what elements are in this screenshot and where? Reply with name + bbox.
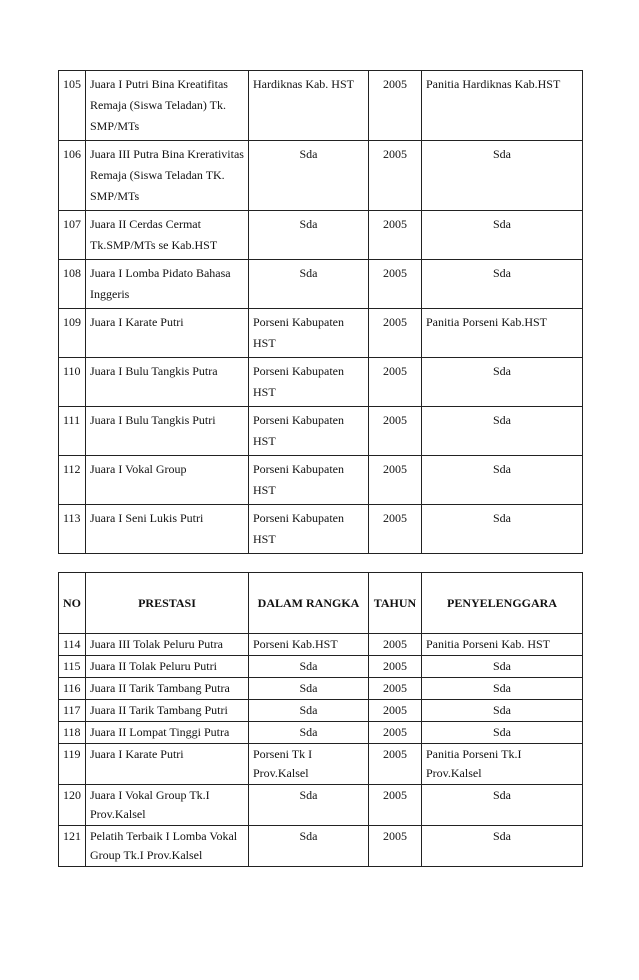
cell-penyelenggara: Sda [422,785,583,826]
cell-rangka: Sda [249,826,369,867]
header-penyelenggara: PENYELENGGARA [422,573,583,634]
table-row [59,211,583,260]
cell-no: 120 [59,785,86,826]
cell-no: 114 [59,634,86,656]
cell-penyelenggara: Panitia Porseni Kab. HST [422,634,583,656]
cell-prestasi: Pelatih Terbaik I Lomba Vokal Group Tk.I Prov.Kalsel [86,826,249,867]
cell-tahun: 2005 [369,141,422,211]
table-row [59,358,583,407]
cell-no: 116 [59,678,86,700]
header-prestasi: PRESTASI [86,573,249,634]
cell-prestasi: Juara II Tarik Tambang Putra [86,678,249,700]
cell-prestasi: Juara II Cerdas Cermat Tk.SMP/MTs se Kab.HST [86,211,249,260]
cell-tahun: 2005 [369,826,422,867]
cell-tahun: 2005 [369,260,422,309]
cell-penyelenggara: Sda [422,358,583,407]
cell-no: 117 [59,700,86,722]
table-row [59,634,583,656]
table-row [59,309,583,358]
cell-penyelenggara: Sda [422,141,583,211]
cell-prestasi: Juara II Tarik Tambang Putri [86,700,249,722]
table-row [59,260,583,309]
table-row [59,505,583,554]
cell-no: 111 [59,407,86,456]
cell-no: 107 [59,211,86,260]
cell-prestasi: Juara II Lompat Tinggi Putra [86,722,249,744]
cell-prestasi: Juara I Lomba Pidato Bahasa Inggeris [86,260,249,309]
cell-rangka: Porseni Tk I Prov.Kalsel [249,744,369,785]
cell-rangka: Sda [249,678,369,700]
cell-rangka: Sda [249,211,369,260]
table-row [59,700,583,722]
cell-penyelenggara: Sda [422,656,583,678]
cell-tahun: 2005 [369,358,422,407]
cell-rangka: Sda [249,785,369,826]
cell-prestasi: Juara I Bulu Tangkis Putri [86,407,249,456]
cell-penyelenggara: Sda [422,407,583,456]
cell-penyelenggara: Sda [422,456,583,505]
table-row [59,785,583,826]
cell-prestasi: Juara III Putra Bina Krerativitas Remaja (Siswa Teladan TK. SMP/MTs [86,141,249,211]
cell-penyelenggara: Sda [422,678,583,700]
cell-no: 118 [59,722,86,744]
cell-prestasi: Juara I Karate Putri [86,744,249,785]
achievement-table [58,572,583,867]
cell-tahun: 2005 [369,505,422,554]
cell-tahun: 2005 [369,456,422,505]
cell-prestasi: Juara I Karate Putri [86,309,249,358]
cell-rangka: Hardiknas Kab. HST [249,71,369,141]
cell-prestasi: Juara I Bulu Tangkis Putra [86,358,249,407]
table-row [59,71,583,141]
cell-tahun: 2005 [369,71,422,141]
cell-rangka: Porseni Kabupaten HST [249,309,369,358]
table-row [59,141,583,211]
cell-no: 121 [59,826,86,867]
cell-no: 112 [59,456,86,505]
cell-rangka: Sda [249,141,369,211]
cell-rangka: Porseni Kabupaten HST [249,407,369,456]
cell-tahun: 2005 [369,785,422,826]
table-row [59,656,583,678]
cell-penyelenggara: Sda [422,722,583,744]
cell-rangka: Sda [249,656,369,678]
cell-rangka: Porseni Kabupaten HST [249,358,369,407]
table-row [59,678,583,700]
cell-tahun: 2005 [369,656,422,678]
achievement-table-continued [58,70,583,554]
cell-tahun: 2005 [369,407,422,456]
table-header-row [59,573,583,634]
cell-rangka: Porseni Kabupaten HST [249,505,369,554]
cell-tahun: 2005 [369,700,422,722]
cell-no: 108 [59,260,86,309]
cell-penyelenggara: Sda [422,260,583,309]
cell-no: 106 [59,141,86,211]
header-tahun: TAHUN [369,573,422,634]
cell-prestasi: Juara I Putri Bina Kreatifitas Remaja (Siswa Teladan) Tk. SMP/MTs [86,71,249,141]
cell-prestasi: Juara I Seni Lukis Putri [86,505,249,554]
table-row [59,826,583,867]
cell-no: 113 [59,505,86,554]
cell-no: 109 [59,309,86,358]
table-row [59,722,583,744]
cell-penyelenggara: Sda [422,700,583,722]
cell-prestasi: Juara I Vokal Group [86,456,249,505]
cell-tahun: 2005 [369,634,422,656]
cell-penyelenggara: Sda [422,211,583,260]
cell-penyelenggara: Panitia Porseni Tk.I Prov.Kalsel [422,744,583,785]
cell-no: 119 [59,744,86,785]
header-no: NO [59,573,86,634]
cell-tahun: 2005 [369,678,422,700]
cell-prestasi: Juara III Tolak Peluru Putra [86,634,249,656]
cell-tahun: 2005 [369,309,422,358]
table-row [59,407,583,456]
cell-no: 105 [59,71,86,141]
cell-no: 110 [59,358,86,407]
cell-rangka: Sda [249,260,369,309]
cell-penyelenggara: Sda [422,826,583,867]
cell-prestasi: Juara I Vokal Group Tk.I Prov.Kalsel [86,785,249,826]
cell-prestasi: Juara II Tolak Peluru Putri [86,656,249,678]
cell-rangka: Porseni Kabupaten HST [249,456,369,505]
header-rangka: DALAM RANGKA [249,573,369,634]
cell-tahun: 2005 [369,744,422,785]
cell-tahun: 2005 [369,722,422,744]
cell-rangka: Sda [249,722,369,744]
cell-penyelenggara: Panitia Porseni Kab.HST [422,309,583,358]
cell-rangka: Porseni Kab.HST [249,634,369,656]
cell-penyelenggara: Sda [422,505,583,554]
cell-tahun: 2005 [369,211,422,260]
cell-penyelenggara: Panitia Hardiknas Kab.HST [422,71,583,141]
cell-rangka: Sda [249,700,369,722]
cell-no: 115 [59,656,86,678]
table-row [59,744,583,785]
table-row [59,456,583,505]
